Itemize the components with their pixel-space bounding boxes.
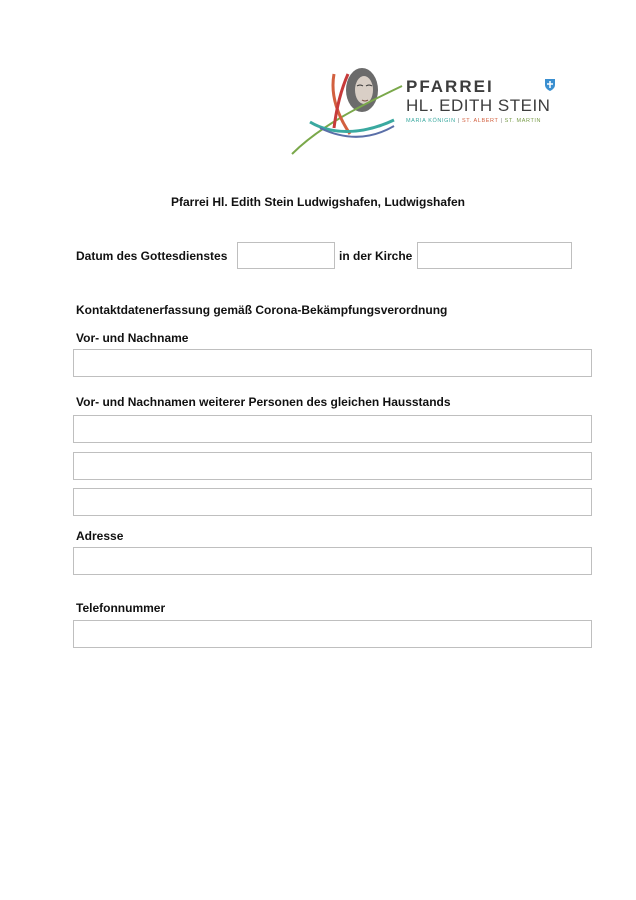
phone-label: Telefonnummer xyxy=(76,601,166,615)
household-field-3[interactable] xyxy=(73,488,592,516)
logo-parish-1: MARIA KÖNIGIN xyxy=(406,118,456,124)
address-label: Adresse xyxy=(76,529,124,543)
logo-separator: | xyxy=(455,118,462,124)
household-label: Vor- und Nachnamen weiterer Personen des gleichen Hausstands xyxy=(76,395,451,409)
contact-heading: Kontaktdatenerfassung gemäß Corona-Bekämpfungsverordnung xyxy=(76,303,448,317)
page-title: Pfarrei Hl. Edith Stein Ludwigshafen, Ludwigshafen xyxy=(170,195,466,209)
logo-parish-3: ST. MARTIN xyxy=(504,118,542,124)
logo-separator: | xyxy=(498,118,505,124)
logo-line-1: PFARREI xyxy=(406,77,494,96)
logo-text xyxy=(406,78,550,124)
church-field[interactable] xyxy=(417,242,572,269)
household-field-1[interactable] xyxy=(73,415,592,443)
address-field[interactable] xyxy=(73,547,592,575)
household-field-2[interactable] xyxy=(73,452,592,480)
logo-parish-2: ST. ALBERT xyxy=(461,118,499,124)
name-label: Vor- und Nachname xyxy=(76,331,189,345)
church-label: in der Kirche xyxy=(339,249,413,263)
logo-line-2: HL. EDITH STEIN xyxy=(406,96,551,115)
phone-field[interactable] xyxy=(73,620,592,648)
service-date-field[interactable] xyxy=(237,242,335,269)
logo-line-3 xyxy=(406,118,550,124)
service-date-label: Datum des Gottesdienstes xyxy=(76,249,228,263)
shield-icon xyxy=(544,78,556,92)
parish-logo xyxy=(290,56,570,160)
logo-emblem-icon xyxy=(290,56,410,160)
name-field[interactable] xyxy=(73,349,592,377)
